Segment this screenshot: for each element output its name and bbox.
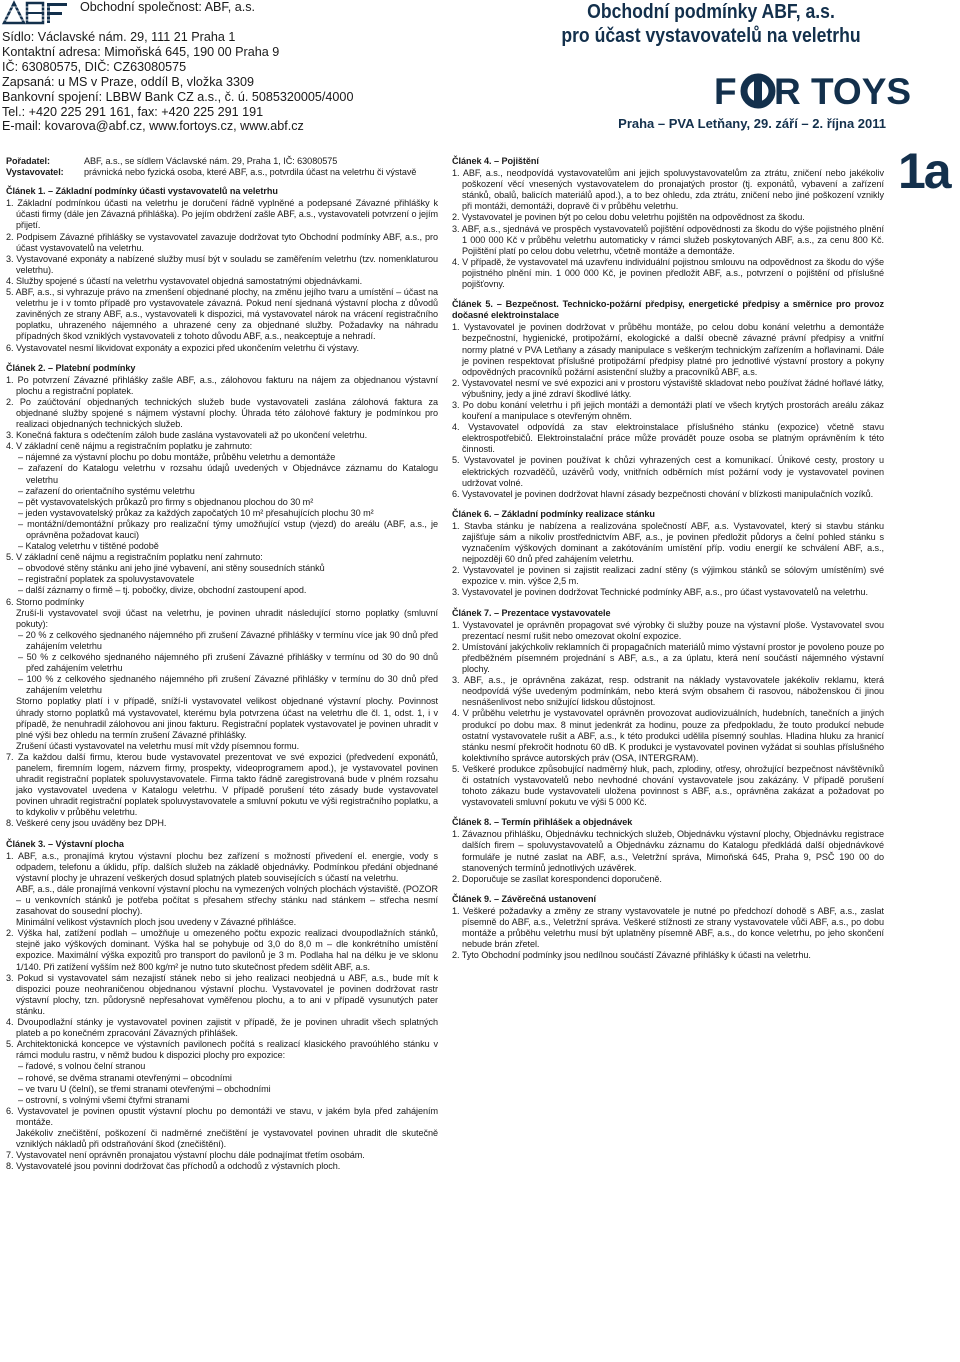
clause-paragraph: 2. Doporučuje se zasílat korespondenci doporučeně. (452, 873, 662, 884)
clause-paragraph: 1. Stavba stánku je nabízena a realizována společností ABF, a.s. Vystavovatel, který si stavbu stánku zajišťuje sám a nikoliv prostřednictvím ABF, a.s., je povinen předložit půdorys a čelní pohled stánku s vyznačením výškových dominant a zakótováním umístění příp. vodiu energií ke schválení ABF, a.s., nejpozději 60 dnů před zahájením veletrhu. (452, 520, 884, 565)
article-heading: Článek 7. – Prezentace vystavovatele (452, 607, 611, 618)
clause-paragraph: 1. ABF, a.s., neodpovídá vystavovatelům ani jejich spoluvystavovatelům za ztrátu, zničení nebo jakékoliv poškození věcí vnesených vystavovatelem do pronajatých prostor (tj. exponátů, vybavení a zařízení stánků, obalů, balicích materiálů apod.), a to bez ohledu, zda ztrátu, zničení nebo jiné poškození vznikly při montáži, demontáži, dopravě či v průběhu veletrhu. (452, 168, 884, 212)
clause-paragraph: 4. V základní ceně nájmu a registračním poplatku je zahrnuto: (6, 441, 253, 452)
abf-logo (2, 2, 70, 24)
clause-paragraph: 4. V případě, že vystavovatel má uzavřenu individuální pojistnou smlouvu na odpovědnost za škodu do výše pojistného plnění min. 1 000 000 Kč, je povinen předložit ABF, a.s., potvrzení o pojištění od příslušné pojišťovny. (452, 256, 884, 290)
address-line: Kontaktní adresa: Mimoňská 645, 190 00 Praha 9 (2, 44, 280, 59)
clause-paragraph: – montážní/demontážní průkazy pro realizační týmy umožňující vstup (vjezd) do areálu (ABF, a.s., je oprávněna požadovat kauci) (18, 518, 438, 540)
clause-paragraph: 4. Služby spojené s účastí na veletrhu vystavovatel objedná samostatnými objednávkami. (6, 275, 363, 286)
clause-paragraph: 5. Veškeré produkce způsobující nadměrný hluk, pach, zplodiny, otřesy, ohrožující bezpečnost návštěvníků či ostatních vystavovatelů nebo nevhodné chování vystavovatele jsou zakázány. V případě porušení tohoto zákazu bude vystavovateli uložena povinnost s ABF, a.s., oprávněna zakázat a požadovat po vystavovateli smluvní pokutu ve výši 5 000 Kč. (452, 763, 884, 808)
left-column (6, 156, 438, 1172)
clause-paragraph: 3. Pokud si vystavovatel sám nezajistí stánek nebo si jeho realizaci neobjedná u ABF, a.s., bude mít k dispozici pouze neohraničenou objednanou výstavní plochu. Vystavovatel je povinen dodržovat rastr výstavní plochy, tzn. půdorysně nepřesahovat vyměřenou plochu, a to ani v případě vysunutých pater stánku. (6, 972, 438, 1016)
clause-paragraph: – 100 % z celkového sjednaného nájemného při zrušení Závazné přihlášky v termínu do 30 dnů před zahájením veletrhu (18, 674, 438, 696)
clause-paragraph: Minimální velikost výstavních ploch jsou uvedeny v Závazné přihlášce. (16, 917, 297, 928)
article-heading: Článek 2. – Platební podmínky (6, 362, 136, 373)
article-heading: Článek 3. – Výstavní plocha (6, 838, 124, 849)
clause-paragraph: – Katalog veletrhu v tištěné podobě (18, 541, 159, 552)
article-heading: Článek 1. – Základní podmínky účasti vystavovatelů na veletrhu (6, 186, 278, 197)
clause-paragraph: – jeden vystavovatelský průkaz za každých započatých 10 m² přesahujících plochu 30 m² (18, 507, 374, 518)
clause-paragraph: 2. Umístování jakýchkoliv reklamních či propagačních materiálů mimo výstavní prostor je povoleno pouze po předběžném písemném projednání s ABF, a.s., a za úplatu, která není součástí nájemného výstavní plochy. (452, 641, 884, 675)
article-heading: Článek 5. – Bezpečnost. Technicko-požární předpisy, energetické předpisy a směrnice pro provoz dočasné elektroinstalace (452, 299, 884, 321)
clause-paragraph: 5. V základní ceně nájmu a registračním poplatku není zahrnuto: (6, 552, 263, 563)
clause-paragraph: – 50 % z celkového sjednaného nájemného při zrušení Závazné přihlášky v termínu od 30 do 90 dnů před zahájením veletrhu (18, 652, 438, 674)
company-address (2, 30, 353, 134)
clause-paragraph: 1. Veškeré požadavky a změny ze strany vystavovatele je nutné po předchozí dohodě s ABF, a.s., zaslat písemně do ABF, a.s., Veletržní správa. Veškeré stížnosti ze strany vystavovatele vůči ABF, a.s., po dobu montáže a průběhu veletrhu musí být uplatněny písemně ABF, a.s., do konce veletrhu, po jeho skončení nebude brán zřetel. (452, 905, 884, 950)
clause-paragraph: 3. Vystavovatel je povinen dodržovat Technické podmínky ABF, a.s., pro účast vystavovatelů na veletrhu. (452, 587, 868, 598)
clause-paragraph: 6. Storno podmínky (6, 596, 84, 607)
clause-paragraph: 2. Výška hal, zatížení podlah – umožňuje u omezeného počtu expozic realizaci dvoupodlažních stánků, stejně jako výškových dominant. Výška hal se pohybuje od 3,0 do 8,0 m – dle konkrétního umístění expozice. Maximální výška expozitů pro transport do pavilonů je 3 m. Podlaha hal na délku je ve sklonu 1/140. Při zatížení vyšším než 800 kg/m² je nutno tuto skutečnost předem sdělit ABF, a.s. (6, 928, 438, 972)
clause-paragraph: 5. Architektonická koncepce ve výstavních pavilonech počítá s realizací klasického pravoúhlého stánku v rámci modulu rastru, v němž budou k dispozici plochy pro expozice: (6, 1039, 438, 1061)
article-heading: Článek 9. – Závěrečná ustanovení (452, 893, 596, 904)
address-line: E-mail: kovarova@abf.cz, www.fortoys.cz, www.abf.cz (2, 119, 304, 134)
clause-paragraph: – zařazení do Katalogu veletrhu v rozsahu údajů uvedených v Objednávce záznamu do Katalogu veletrhu (18, 463, 438, 485)
clause-paragraph: 3. Vystavované exponáty a nabízené služby musí být v souladu se zaměřením veletrhu (tzv. nomenklaturou veletrhu). (6, 253, 438, 275)
left-column-body (6, 186, 438, 1172)
clause-paragraph: – nájemné za výstavní plochu po dobu montáže, průběhu veletrhu a demontáže (18, 452, 336, 463)
document-title (557, 0, 865, 48)
title-line-2: pro účast vystavovatelů na veletrhu (561, 25, 861, 47)
right-column (452, 156, 884, 961)
for-toys-logo (714, 70, 912, 112)
article-heading: Článek 6. – Základní podmínky realizace stánku (452, 508, 655, 519)
right-column-body (452, 156, 884, 961)
clause-paragraph: – 20 % z celkového sjednaného nájemného při zrušení Závazné přihlášky v termínu více jak 90 dnů před zahájením veletrhu (18, 629, 438, 651)
title-line-1: Obchodní podmínky ABF, a.s. (587, 1, 835, 23)
clause-paragraph: 1. Vystavovatel je oprávněn propagovat své výrobky či služby pouze na výstavní ploše. Vystavovatel svou prezentací nesmí rušit nebo omezovat okolní expozice. (452, 619, 884, 641)
clause-paragraph: 7. Vystavovatel není oprávněn pronajatou výstavní plochu dále podnajímat třetím osobám. (6, 1150, 365, 1161)
clause-paragraph: 1. Základní podmínkou účasti na veletrhu je doručení řádně vyplněné a podepsané Závazné přihlášky k účasti firmy (dále jen Závazná přihláška). Po jejím obdržení zašle ABF, a.s., vystavovateli potvrzení o jejím přijetí. (6, 198, 438, 231)
clause-paragraph: 7. Za každou další firmu, kterou bude vystavovatel prezentovat ve své expozici (předvedení exponátů, panelem, firemním logem, názvem firmy, prospekty, videoprogramem apod.), je vystavovatel povinen uhradit registrační poplatek spoluvystavovatele. Firma takto řádně zaregistrovaná bude v plném rozsahu jako vystavovatel uvedena v Katalogu veletrhu. V případě porušení této zásady bude vystavovatel povinen uhradit registrační poplatek spoluvystavovatele a smluvní pokutu ve výši registračního poplatku, a to kdykoliv v průběhu veletrhu. (6, 751, 438, 818)
clause-paragraph: – ve tvaru U (čelní), se třemi stranami otevřenými – obchodními (18, 1083, 271, 1094)
document-header (0, 0, 960, 140)
clause-paragraph: 4. Vystavovatel odpovídá za stav elektroinstalace příslušného stánku (expozice) včetně stavu elektrospotřebičů. Elektroinstalační práce může provádět pouze osoba se platným oprávněním k této činnosti. (452, 422, 884, 455)
svg-text:R TOYS: R TOYS (774, 71, 912, 112)
clause-paragraph: 3. Konečná faktura s odečtením záloh bude zaslána vystavovateli až po ukončení veletrhu. (6, 430, 368, 441)
clause-paragraph: 5. Vystavovatel je povinen používat k chůzi vyhrazených cest a komunikací. Únikové cesty, prostory u elektrických rozvaděčů, uzávěrů vody, vnitřních odběrních míst požární vody je vystavovatel povinen udržovat volné. (452, 455, 884, 488)
clause-paragraph: 6. Vystavovatel je povinen dodržovat hlavní zásady bezpečnosti chování v blízkosti manipulačních vozíků. (452, 488, 874, 499)
clause-paragraph: – další záznamy o firmě – tj. pobočky, divize, obchodní zastoupení apod. (18, 585, 307, 596)
organizer-label: Pořadatel: (6, 156, 50, 166)
organizer-value: ABF, a.s., se sídlem Václavské nám. 29, Praha 1, IČ: 63080575 (84, 156, 338, 166)
company-name: Obchodní společnost: ABF, a.s. (80, 0, 256, 14)
clause-paragraph: 1. Po potvrzení Závazné přihlášky zašle ABF, a.s., zálohovou fakturu na nájem za objednanou výstavní plochu a registrační poplatek. (6, 374, 438, 396)
clause-paragraph: 5. ABF, a.s., si vyhrazuje právo na zmenšení objednané plochy, na změnu jejího tvaru a umístění – účast na veletrhu je i v tomto případě pro vystavovatele závazná. Pokud není sjednaná výstavní plocha z důvodů zaviněných ze strany ABF, a.s., vystavovateli k dispozici, má vystavovatel nárok na vrácení registračního poplatku, uhrazeného nájemného a uhrazené ceny za objednané služby. Požadavky na náhradu případných škod vzniklých vystavovateli z tohoto důvodu ABF, a.s., neakceptuje a nehradí. (6, 287, 438, 342)
address-line: Sídlo: Václavské nám. 29, 111 21 Praha 1 (2, 30, 236, 44)
clause-paragraph: 2. Vystavovatel je povinen si zajistit realizaci zadní stěny (s výjimkou stánků se sólovým umístěním) své expozice v. min. výšce 2,5 m. (452, 565, 884, 587)
clause-paragraph: 6. Vystavovatel nesmí likvidovat exponáty a expozici před ukončením veletrhu či výstavy. (6, 342, 359, 353)
clause-paragraph: Jakékoliv znečištění, poškození či nadměrné znečištění je vystavovatel povinen uhradit dle skutečně vzniklých nákladů při odstraňování škod (znečištění). (16, 1127, 438, 1150)
clause-paragraph: – ostrovní, s volnými všemi čtyřmi stranami (18, 1094, 190, 1105)
clause-paragraph: 1. ABF, a.s., pronajímá krytou výstavní plochu bez zařízení s možností přivedení el. energie, vody s odpadem, telefonu a úklidu, příp. dalších služeb na základě objednávky. Podmínkou předání objednané výstavní plochy je uhrazení veškerých dosud splatných plateb souvisejících s účastí na veletrhu. (6, 850, 438, 883)
article-heading: Článek 4. – Pojištění (452, 156, 539, 166)
clause-paragraph: – řadové, s volnou čelní stranou (18, 1061, 146, 1072)
clause-paragraph: Zrušení účasti vystavovatel na veletrhu musí mít vždy písemnou formu. (16, 740, 300, 751)
clause-paragraph: 8. Vystavovatelé jsou povinni dodržovat čas příchodů a odchodů z výstavních ploch. (6, 1161, 341, 1172)
clause-paragraph: 4. V průběhu veletrhu je vystavovatel oprávněn provozovat audiovizuálních, hudebních, tanečních a jiných produkcí po dobu max. 8 minut jedenkrát za hodinu, pouze za předpokladu, že touto produkcí nebude ostatní vystavovatele rušit a ABF, a.s., k této produkci udělila písemný souhlas. Hladina hluku za hranicí stánku nesmí překročit hodnotu 60 dB. K produkci je vystavovatel povinen vyžádat si souhlas příslušného kolektivního správce autorských práv (OSA, INTERGRAM). (452, 708, 884, 763)
clause-paragraph: 2. Vystavovatel je povinen být po celou dobu veletrhu pojištěn na odpovědnost za škodu. (452, 212, 805, 223)
clause-paragraph: 6. Vystavovatel je povinen opustit výstavní plochu po demontáži ve stavu, v jakém byla před zahájením montáže. (6, 1105, 438, 1127)
address-line: Bankovní spojení: LBBW Bank CZ a.s., č. ú. 5085320005/4000 (2, 89, 354, 104)
exhibitor-value: právnická nebo fyzická osoba, které ABF, a.s., potvrdila účast na veletrhu či výstavě (84, 167, 417, 178)
clause-paragraph: 3. Po dobu konání veletrhu i při jejich montáži a demontáži platí ve všech krytých prostorách areálu zákaz kouření a manipulace s otevřeným ohněm. (452, 399, 884, 422)
clause-paragraph: – obvodové stěny stánku ani jeho jiné vybavení, ani stěny sousedních stánků (18, 563, 325, 574)
address-line: Zapsaná: u MS v Praze, oddíl B, vložka 3309 (2, 74, 255, 89)
exhibitor-label: Vystavovatel: (6, 167, 64, 178)
clause-paragraph: 1. Vystavovatel je povinen dodržovat v průběhu montáže, po celou dobu konání veletrhu a demontáže bezpečnostní, hygienické, protipožární, ekologické a další obecně závazné právní předpisy a vnitřní normy platné v PVA Letňany a zásady manipulace s veškerým technickým zařízením a hořlavinami. Dále je povinen respektovat příslušné protipožární předpisy platné pro jednotlivé výstavní prostory a pokyny odpovědných pracovníků požární asistenční služby a pracovníků ABF, a.s. (452, 322, 884, 377)
clause-paragraph: 4. Dvoupodlažní stánky je vystavovatel povinen zajistit v případě, že je povinen uhradit všech splatných plateb a po konečném zpracování Závazných přihlášek. (6, 1017, 438, 1039)
clause-paragraph: Zruší-li vystavovatel svoji účast na veletrhu, je povinen uhradit následující storno poplatky (smluvní pokuty): (16, 607, 438, 629)
article-heading: Článek 8. – Termín přihlášek a objednávek (452, 817, 633, 828)
clause-paragraph: – rohové, se dvěma stranami otevřenými – obcodními (18, 1072, 232, 1083)
clause-paragraph: 2. Podpisem Závazné přihlášky se vystavovatel zavazuje dodržovat tyto Obchodní podmínky ABF, a.s., pro účast vystavovatelů na veletrhu. (6, 231, 438, 253)
clause-paragraph: 3. ABF, a.s., sjednává ve prospěch vystavovatelů pojištění odpovědnosti za škodu do výše pojistného plnění 1 000 000 Kč v průběhu veletrhu automaticky v rámci služeb poskytovaných ABF, a.s., za cenu 800 Kč. Pojištění platí po celou dobu veletrhu, včetně montáže a demontáže. (452, 223, 884, 256)
clause-paragraph: – registrační poplatek za spoluvystavovatele (18, 574, 195, 585)
clause-paragraph: 2. Po zaúčtování objednaných technických služeb bude vystavovateli zaslána zálohová faktura za objednané služby spojené s nájmem výstavní plochy. Úhrada této zálohové faktury je podmínkou pro realizaci objednaných technických služeb. (6, 396, 438, 430)
clause-paragraph: 2. Vystavovatel nesmí ve své expozici ani v prostoru výstaviště skladovat nebo používat žádné hořlavé látky, výbušniny, jedy a jiné zdraví škodlivé látky. (452, 377, 884, 399)
address-line: IČ: 63080575, DIČ: CZ63080575 (2, 59, 187, 74)
clause-paragraph: – zařazení do orientačního systému veletrhu (18, 485, 195, 496)
form-badge: 1a (898, 143, 950, 199)
event-info: Praha – PVA Letňany, 29. září – 2. října 2011 (618, 116, 886, 131)
address-line: Tel.: +420 225 291 161, fax: +420 225 291 191 (2, 104, 264, 119)
clause-paragraph: 1. Závaznou přihlášku, Objednávku technických služeb, Objednávku výstavní plochy, Objednávku registrace dalších firem – spoluvystavovatelů a Objednávku záznamu do Katalogu předkládá další objednávkové formuláře je nutné zaslat na ABF, a.s., Veletržní správa, Mimoňská 645, Praha 9, PSČ 190 00 do stanovených termínů jednotlivých uzávěrek. (452, 829, 884, 873)
clause-paragraph: Storno poplatky platí i v případě, sníží-li vystavovatel velikost objednané výstavní plochy. Povinnost úhrady storno poplatků má vystavovatel, kterému byla potvrzena účast na veletrhu dle čl. 1, odst. 1, i v případě, že nenuhradil zálohovou ani jinou fakturu. Registrační poplatek vystavovatel je povinen uhradit v plné výši bez ohledu na termín zrušení Závazné přihlášky. (16, 696, 438, 740)
clause-paragraph: ABF, a.s., dále pronajímá venkovní výstavní plochu na vymezených volných plochách výstaviště. (POZOR – u venkovních stánků je potřeba počítat s přesahem střechy stánku nad stánkem – střecha nesmí zasahovat do sousední plochy). (16, 883, 438, 917)
parties (6, 156, 438, 178)
clause-paragraph: – pět vystavovatelských průkazů pro firmy s objednanou plochou do 30 m² (18, 496, 314, 507)
clause-paragraph: 8. Veškeré ceny jsou uváděny bez DPH. (6, 818, 167, 829)
clause-paragraph: 3. ABF, a.s., je oprávněna zakázat, resp. odstranit na náklady vystavovatele jakékoliv reklamu, která neodpovídá výše uvedeným podmínkám, nebo která svým obsahem či rasovou, náboženskou či jinou nesnášenlivost nebo snižující lidskou důstojnost. (452, 675, 884, 708)
svg-text:F: F (714, 71, 738, 112)
clause-paragraph: 2. Tyto Obchodní podmínky jsou nedílnou součástí Závazné přihlášky k účasti na veletrhu. (452, 950, 811, 961)
